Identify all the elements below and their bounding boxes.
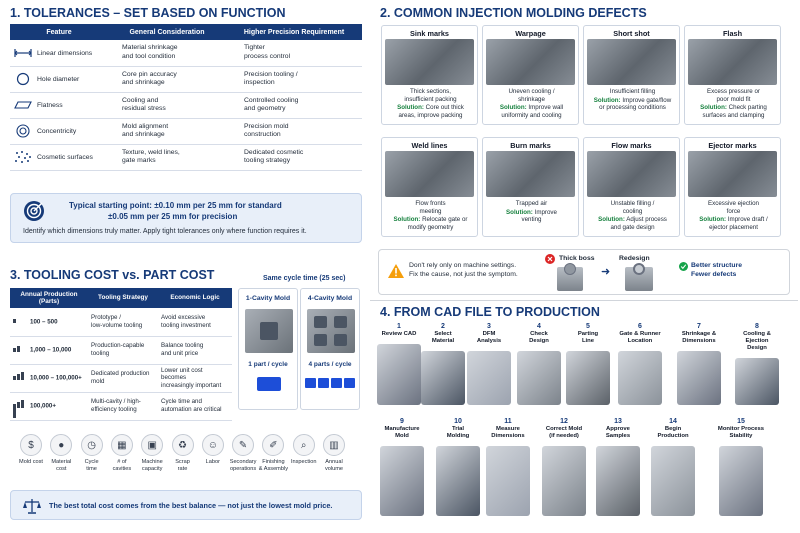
solution-text: Core out thick areas, improve packing	[398, 104, 464, 119]
step-number: 4	[537, 323, 541, 330]
clock-icon: ◷	[81, 434, 103, 456]
cycle-time-label: Same cycle time (25 sec)	[263, 275, 346, 282]
defect-card	[381, 137, 478, 237]
defect-cause: Trapped air	[515, 200, 548, 207]
cost-factor	[228, 434, 258, 472]
cost-logic: Lower unit cost becomes increasingly important	[158, 364, 232, 392]
cost-factor	[107, 434, 137, 472]
defect-solution	[586, 97, 679, 112]
step-image	[421, 351, 465, 405]
step-image	[651, 446, 695, 516]
target-icon	[23, 200, 45, 222]
step-label: DFM Analysis	[476, 331, 502, 344]
mold4-label: 4 parts / cycle	[308, 361, 352, 368]
step-image	[566, 351, 610, 405]
defect-name: Weld lines	[411, 141, 448, 150]
step-label: Select Material	[431, 331, 455, 344]
blue-part-icon	[318, 378, 329, 388]
table-row	[10, 336, 232, 364]
bottom-note: The best total cost comes from the best balance — not just the lowest mold price.	[49, 501, 333, 510]
solution-text: Check parting surfaces and clamping	[702, 104, 767, 119]
cost-factor-label: Mold cost	[19, 459, 43, 465]
starting-point-line2: ±0.05 mm per 25 mm for precision	[108, 212, 238, 221]
tol-precision: Tighter process control	[226, 40, 362, 66]
tol-feature: Cosmetic surfaces	[37, 153, 93, 161]
mold1-label: 1 part / cycle	[248, 361, 288, 368]
defect-cause: Excessive ejection force	[708, 200, 759, 215]
step-number: 1	[397, 323, 401, 330]
solution-text: Improve gate/flow or processing conditions	[599, 96, 672, 112]
cost-factor-label: Finishing & Assembly	[258, 459, 288, 472]
solution-label: Solution:	[499, 104, 527, 112]
cost-logic: Avoid excessive tooling investment	[158, 308, 232, 336]
defect-name: Flow marks	[611, 141, 652, 150]
solution-label: Solution:	[598, 216, 625, 224]
defect-image	[587, 151, 676, 197]
defect-image	[486, 151, 575, 197]
cost-factor	[198, 434, 228, 466]
starting-point-box	[10, 193, 362, 243]
mold4-image	[307, 309, 355, 353]
solution-text: Improve venting	[521, 208, 557, 224]
step-label: Parting Line	[577, 331, 599, 344]
cost-factor	[168, 434, 198, 472]
cost-factor	[77, 434, 107, 472]
defect-cause: Uneven cooling / shrinkage	[508, 88, 555, 103]
defect-image	[587, 39, 676, 85]
step-number: 3	[487, 323, 491, 330]
defect-cause: Unstable filling / cooling	[610, 200, 655, 215]
table-row	[10, 308, 232, 336]
defect-card	[684, 25, 781, 125]
x-icon	[545, 254, 555, 264]
defect-cause: Insufficient filling	[609, 88, 656, 95]
tolerance-table	[10, 24, 362, 171]
droplet-icon: ●	[50, 434, 72, 456]
defect-solution	[586, 216, 679, 231]
better-structure-label: Better structure	[691, 262, 742, 269]
cost-volume: 100,000+	[30, 402, 56, 410]
tol-general: Cooling and residual stress	[108, 92, 226, 118]
defect-card	[684, 137, 781, 237]
defect-card	[482, 137, 579, 237]
step-label: Monitor Process Stability	[717, 426, 765, 439]
brush-icon: ✐	[262, 434, 284, 456]
defect-solution	[384, 104, 477, 119]
defect-image	[385, 151, 474, 197]
solution-text: Adjust process and gate design	[610, 216, 667, 231]
check-icon	[679, 262, 688, 271]
cost-logic: Cycle time and automation are critical	[158, 392, 232, 420]
process-step	[536, 418, 592, 440]
process-step	[374, 418, 430, 440]
step-label: Shrinkage & Dimensions	[681, 331, 717, 344]
tol-header-precision: Higher Precision Requirement	[226, 24, 362, 40]
defect-card	[482, 25, 579, 125]
defect-name: Burn marks	[510, 141, 551, 150]
defect-solution	[485, 104, 578, 119]
money-icon: $	[20, 434, 42, 456]
step-label: Trial Molding	[446, 426, 470, 439]
warning-line1: Don't rely only on machine settings.	[409, 262, 517, 269]
thick-boss-label: Thick boss	[559, 255, 595, 262]
grid-icon: ▦	[111, 434, 133, 456]
solution-text: Improve wall uniformity and cooling	[501, 104, 564, 119]
cost-factor-label: Labor	[205, 459, 220, 465]
thick-boss-image	[557, 267, 583, 291]
step-number: 14	[669, 418, 677, 425]
tol-general: Texture, weld lines, gate marks	[108, 144, 226, 170]
parts-stack-icon	[13, 400, 27, 412]
step-number: 12	[560, 418, 568, 425]
step-image	[596, 446, 640, 516]
tol-general: Core pin accuracy and shrinkage	[108, 66, 226, 92]
arrow-right-icon: ➜	[601, 266, 611, 278]
defect-solution	[687, 104, 780, 119]
scrap-icon: ♻	[172, 434, 194, 456]
parts-stack-icon	[13, 316, 27, 328]
solution-label: Solution:	[593, 96, 621, 104]
blue-part-icon	[257, 377, 281, 391]
step-number: 7	[697, 323, 701, 330]
circle-icon	[14, 72, 32, 86]
process-step	[480, 418, 536, 440]
process-step	[511, 323, 567, 345]
step-number: 11	[504, 418, 512, 425]
cost-header-logic: Economic Logic	[158, 288, 232, 308]
step-image	[735, 358, 779, 405]
tol-feature: Linear dimensions	[37, 49, 93, 57]
solution-label: Solution:	[700, 104, 727, 112]
cost-factor-label: Scrap rate	[175, 459, 190, 472]
cost-factor	[289, 434, 319, 466]
blue-part-icon	[331, 378, 342, 388]
step-label: Approve Samples	[605, 426, 631, 439]
cost-factor-label: Secondary operations	[229, 459, 257, 472]
machine-icon: ▣	[141, 434, 163, 456]
cost-factor	[319, 434, 349, 472]
defect-name: Warpage	[515, 29, 546, 38]
process-step	[612, 323, 668, 345]
table-row	[10, 92, 362, 118]
step-image	[380, 446, 424, 516]
cost-factor	[16, 434, 46, 466]
cost-factor-label: Machine capacity	[141, 459, 163, 472]
redesign-image	[625, 267, 653, 291]
step-image	[436, 446, 480, 516]
step-label: Manufacture Mold	[384, 426, 420, 439]
solution-text: Relocate gate or modify geometry	[407, 216, 468, 231]
step-number: 2	[441, 323, 445, 330]
defect-image	[688, 151, 777, 197]
process-step	[590, 418, 646, 440]
cost-strategy: Production-capable tooling	[88, 336, 158, 364]
step-image	[677, 351, 721, 405]
mold1-image	[245, 309, 293, 353]
cost-factor	[137, 434, 167, 472]
defect-name: Flash	[722, 29, 743, 38]
concentric-icon	[14, 124, 32, 138]
mold1-title: 1-Cavity Mold	[245, 295, 291, 302]
blue-part-icon	[344, 378, 355, 388]
parts-stack-icon	[13, 344, 27, 356]
tol-precision: Precision mold construction	[226, 118, 362, 144]
mold-1-cavity	[238, 288, 298, 410]
bottom-note-box	[10, 490, 362, 520]
step-number: 10	[454, 418, 462, 425]
defect-image	[688, 39, 777, 85]
cost-header-volume: Annual Production (Parts)	[10, 288, 88, 308]
defect-name: Ejector marks	[708, 141, 757, 150]
process-step	[560, 323, 616, 345]
tol-feature: Flatness	[37, 101, 63, 109]
cost-factor	[258, 434, 288, 472]
cost-strategy: Multi-cavity / high- efficiency tooling	[88, 392, 158, 420]
solution-label: Solution:	[699, 216, 727, 224]
tool-icon: ✎	[232, 434, 254, 456]
fewer-defects-label: Fewer defects	[691, 271, 737, 278]
tolerance-note: Identify which dimensions truly matter. Apply tight tolerances only where function requires it.	[23, 228, 307, 235]
starting-point-line1: Typical starting point: ±0.10 mm per 25 mm for standard	[69, 201, 282, 210]
defect-solution	[384, 216, 477, 231]
step-image	[618, 351, 662, 405]
step-label: Correct Mold (if needed)	[545, 426, 583, 439]
cost-volume: 1,000 – 10,000	[30, 346, 72, 354]
cost-factor-label: Annual volume	[324, 459, 344, 472]
step-image	[542, 446, 586, 516]
step-image	[486, 446, 530, 516]
step-image	[377, 344, 421, 405]
flatness-icon	[14, 98, 32, 112]
cost-factor-label: Inspection	[290, 459, 317, 465]
cost-factor-label: Cycle time	[84, 459, 99, 472]
step-number: 6	[638, 323, 642, 330]
table-row	[10, 364, 232, 392]
tol-header-feature: Feature	[10, 24, 108, 40]
tooling-title: 3. TOOLING COST vs. PART COST	[10, 268, 215, 282]
process-step	[645, 418, 701, 440]
step-number: 8	[755, 323, 759, 330]
solution-text: Improve draft / ejector placement	[709, 216, 768, 231]
step-label: Cooling & Ejection Design	[743, 331, 771, 351]
tol-precision: Precision tooling / inspection	[226, 66, 362, 92]
step-label: Check Design	[529, 331, 549, 344]
defect-solution	[687, 216, 780, 231]
ruler-icon	[14, 46, 32, 60]
tol-precision: Dedicated cosmetic tooling strategy	[226, 144, 362, 170]
step-number: 15	[737, 418, 745, 425]
step-label: Begin Production	[657, 426, 689, 439]
process-step	[671, 323, 727, 345]
step-label: Review CAD	[381, 331, 417, 337]
parts-stack-icon	[13, 372, 27, 384]
table-row	[10, 144, 362, 170]
magnifier-icon: ⌕	[293, 434, 315, 456]
step-label: Measure Dimensions	[491, 426, 525, 439]
defect-card	[583, 25, 680, 125]
defect-card	[381, 25, 478, 125]
defect-image	[385, 39, 474, 85]
tol-general: Mold alignment and shrinkage	[108, 118, 226, 144]
step-image	[467, 351, 511, 405]
table-row	[10, 392, 232, 420]
step-image	[517, 351, 561, 405]
texture-icon	[14, 150, 32, 164]
defect-image	[486, 39, 575, 85]
table-row	[10, 118, 362, 144]
solution-label: Solution:	[506, 208, 533, 216]
tol-precision: Controlled cooling and geometry	[226, 92, 362, 118]
defect-cause: Thick sections, insufficient packing	[404, 88, 457, 103]
process-step	[729, 323, 785, 352]
tolerances-title: 1. TOLERANCES – SET BASED ON FUNCTION	[10, 6, 286, 20]
blue-part-icon	[305, 378, 316, 388]
cost-volume: 10,000 – 100,000+	[30, 374, 82, 382]
tol-header-general: General Consideration	[108, 24, 226, 40]
balance-scale-icon	[23, 498, 41, 514]
solution-label: Solution:	[397, 104, 424, 112]
defect-name: Short shot	[613, 29, 650, 38]
tooling-table	[10, 288, 232, 421]
cost-factor	[46, 434, 76, 472]
tol-general: Material shrinkage and tool condition	[108, 40, 226, 66]
process-step	[713, 418, 769, 440]
cost-factor-label: # of cavities	[112, 459, 132, 472]
solution-label: Solution:	[393, 216, 421, 224]
cost-strategy: Prototype / low-volume tooling	[88, 308, 158, 336]
table-row	[10, 66, 362, 92]
defect-cause: Excess pressure or poor mold fit	[707, 88, 760, 103]
step-number: 9	[400, 418, 404, 425]
bar-chart-icon: ▥	[323, 434, 345, 456]
table-row	[10, 40, 362, 66]
warning-icon	[387, 263, 405, 279]
mold4-title: 4-Cavity Mold	[307, 295, 353, 302]
process-step	[430, 418, 486, 440]
defect-solution	[485, 209, 578, 224]
redesign-label: Redesign	[619, 255, 650, 262]
step-number: 13	[614, 418, 622, 425]
step-number: 5	[586, 323, 590, 330]
tol-feature: Concentricity	[37, 127, 77, 135]
warning-line2: Fix the cause, not just the symptom.	[409, 271, 518, 278]
cad-title: 4. FROM CAD FILE TO PRODUCTION	[380, 305, 600, 319]
person-icon: ☺	[202, 434, 224, 456]
step-image	[719, 446, 763, 516]
process-step	[461, 323, 517, 345]
cost-factor-label: Material cost	[51, 459, 72, 472]
step-label: Gate & Runner Location	[619, 331, 661, 344]
defect-cause: Flow fronts meeting	[415, 200, 446, 215]
defects-title: 2. COMMON INJECTION MOLDING DEFECTS	[380, 6, 647, 20]
cost-volume: 100 – 500	[30, 318, 58, 326]
cost-logic: Balance tooling and unit price	[158, 336, 232, 364]
mold-4-cavity	[300, 288, 360, 410]
warning-box	[378, 249, 790, 295]
defect-card	[583, 137, 680, 237]
cost-header-strategy: Tooling Strategy	[88, 288, 158, 308]
defect-name: Sink marks	[410, 29, 449, 38]
tol-feature: Hole diameter	[37, 75, 80, 83]
cost-strategy: Dedicated production mold	[88, 364, 158, 392]
